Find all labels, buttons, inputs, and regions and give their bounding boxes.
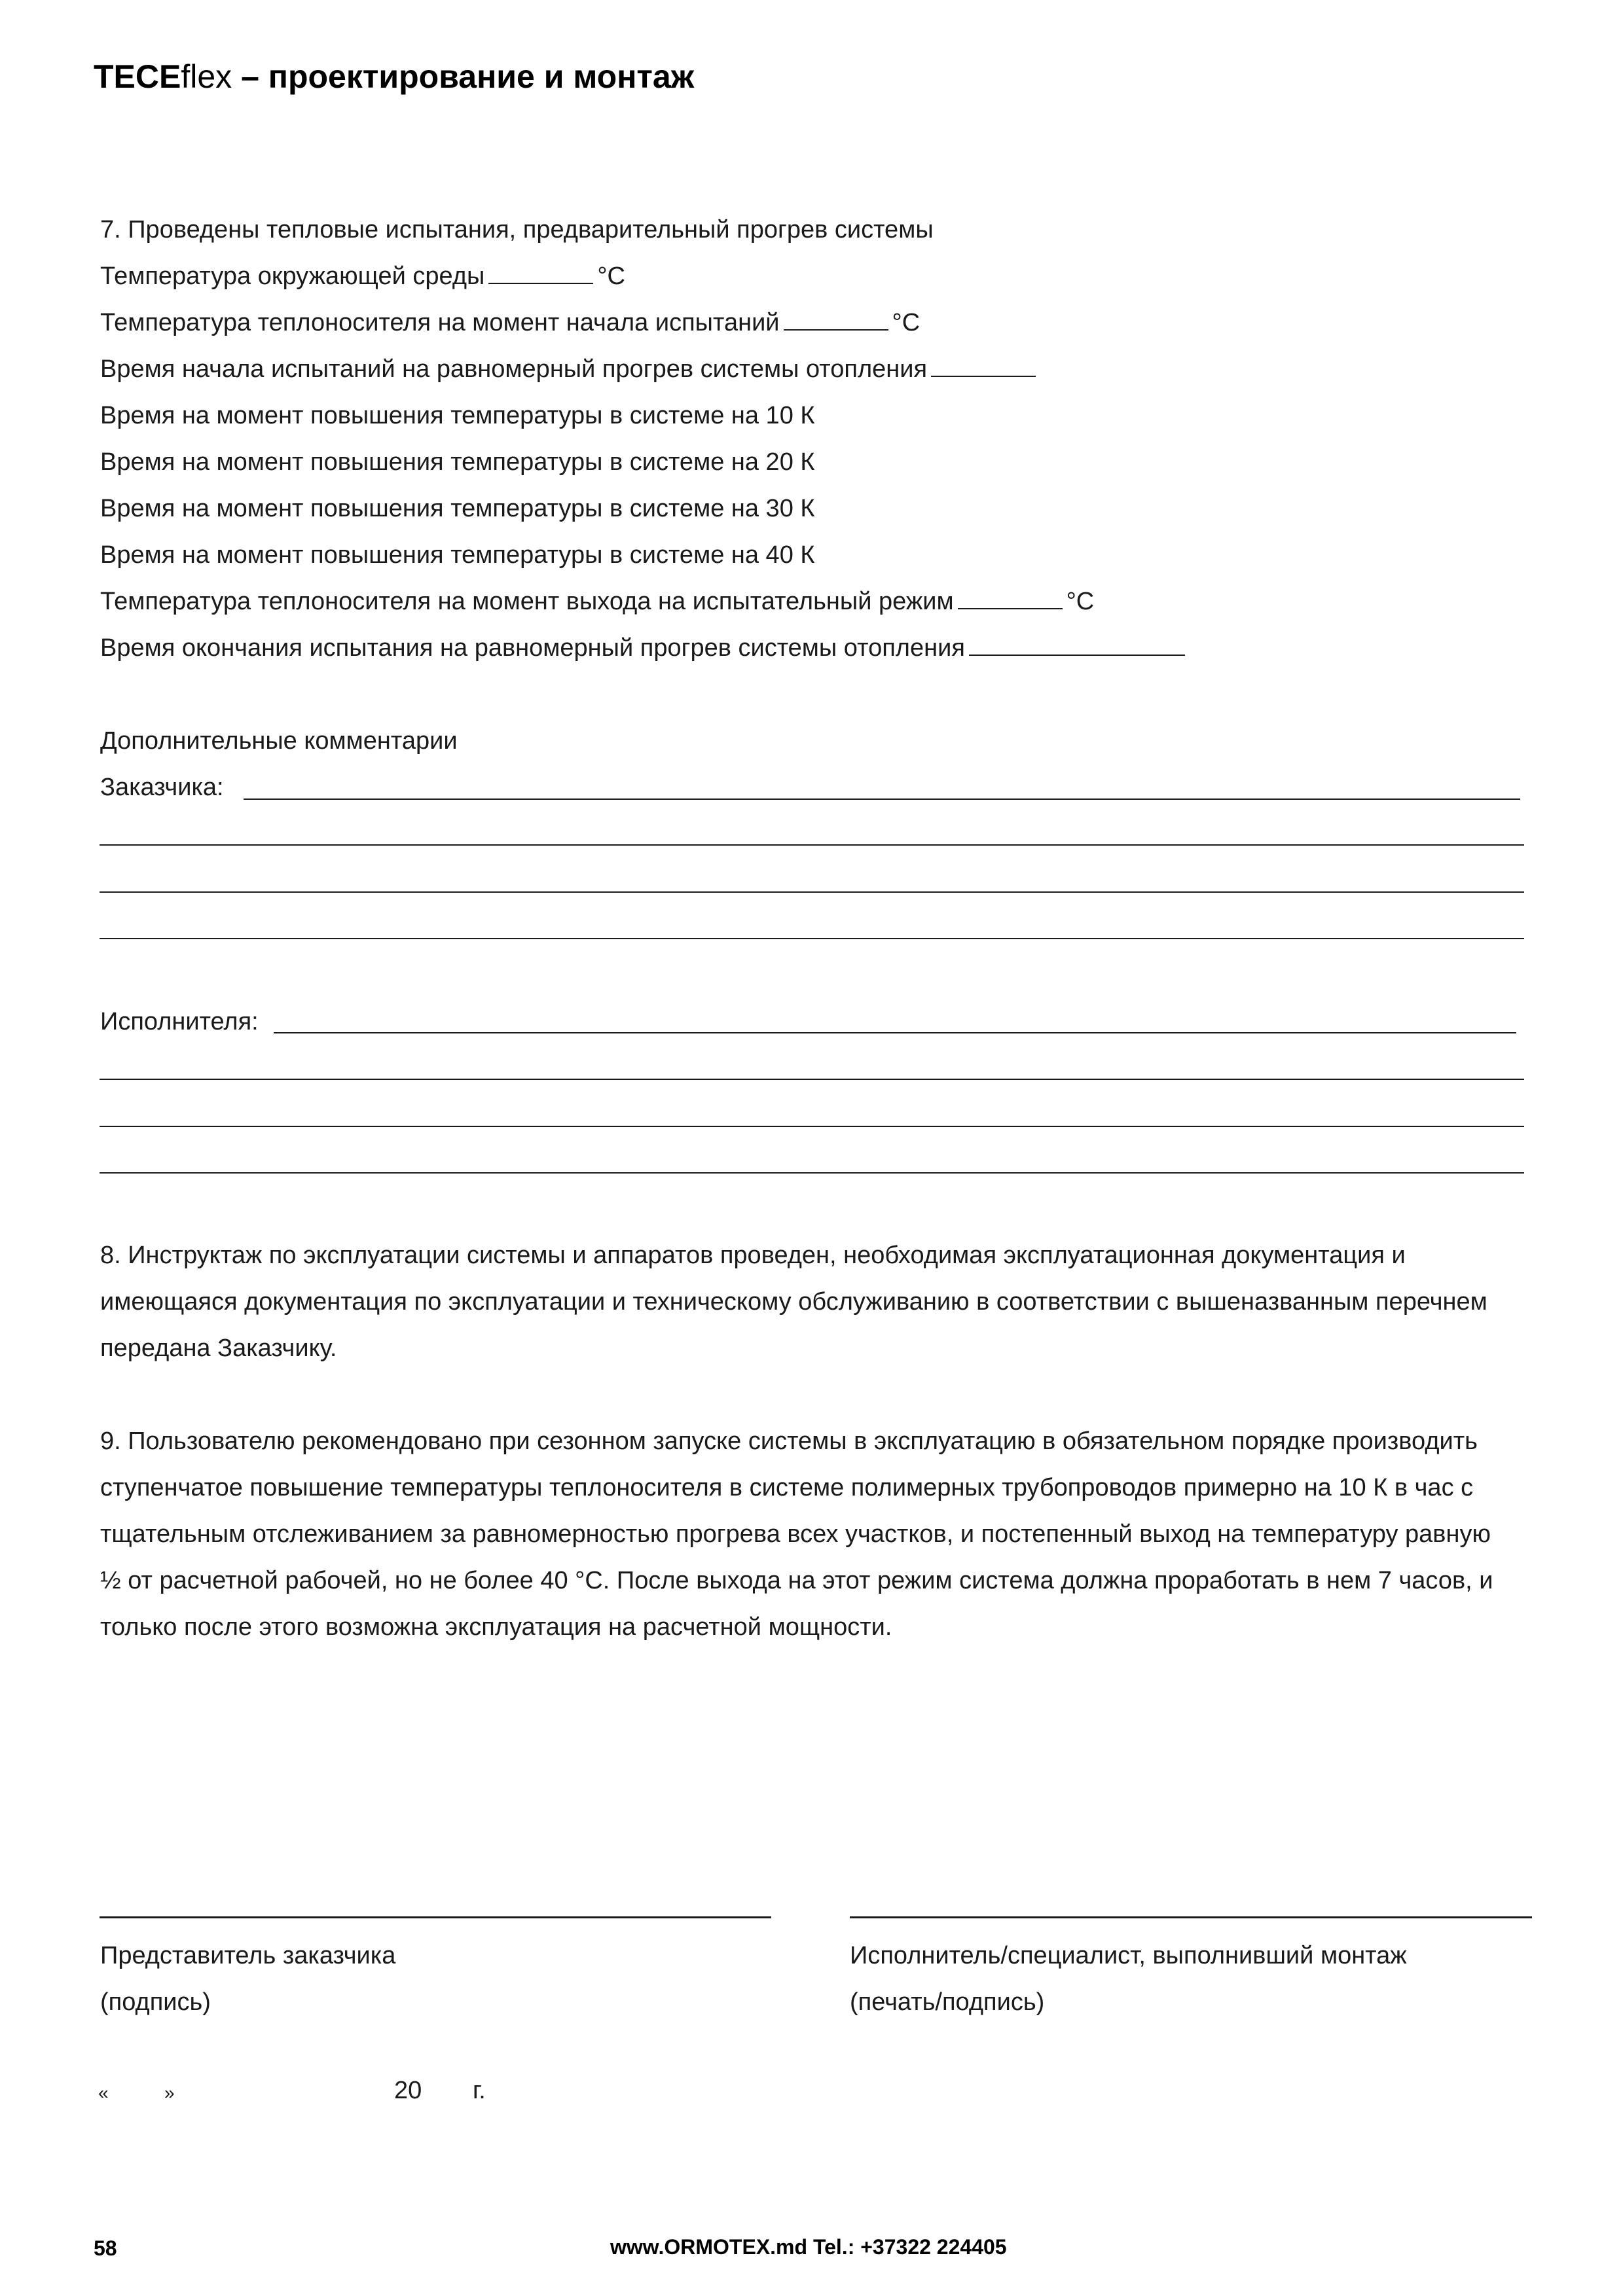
coolant-start-label: Температура теплоносителя на момент начала испытаний	[100, 309, 780, 336]
coolant-mode-field[interactable]	[958, 590, 1063, 609]
brand-name-light: flex	[181, 58, 232, 95]
end-time-label: Время окончания испытания на равномерный прогрев системы отопления	[100, 634, 965, 662]
contractor-comment-line[interactable]	[100, 1172, 1524, 1174]
rise-40-row: Время на момент повышения температуры в системе на 40 К	[100, 541, 815, 569]
contractor-comment-line[interactable]	[100, 1126, 1524, 1127]
customer-rep-label: Представитель заказчика	[100, 1942, 396, 1969]
section9-line: тщательным отслеживанием за равномерностью прогрева всех участков, и постепенный выход на температуру равную	[100, 1520, 1491, 1548]
coolant-mode-label: Температура теплоносителя на момент выхода на испытательный режим	[100, 588, 954, 615]
date-year-suffix: г.	[473, 2077, 486, 2104]
coolant-mode-row	[100, 589, 1094, 614]
page-title: – проектирование и монтаж	[232, 58, 695, 95]
contractor-comment-line[interactable]	[100, 1079, 1524, 1080]
section8-line: 8. Инструктаж по эксплуатации системы и аппаратов проведен, необходимая эксплуатационная документация и	[100, 1242, 1406, 1269]
start-time-label: Время начала испытаний на равномерный прогрев системы отопления	[100, 355, 928, 383]
date-year-prefix: 20	[394, 2077, 422, 2104]
contractor-sign-label: (печать/подпись)	[850, 1988, 1045, 2016]
ambient-temp-label: Температура окружающей среды	[100, 262, 485, 290]
rise-30-row: Время на момент повышения температуры в системе на 30 К	[100, 495, 815, 522]
customer-comment-field[interactable]	[244, 798, 1520, 800]
contractor-rep-label: Исполнитель/специалист, выполнивший монтаж	[850, 1942, 1407, 1969]
section9-line: ступенчатое повышение температуры теплоносителя в системе полимерных трубопроводов примерно на 10 К в час с	[100, 1474, 1474, 1501]
end-time-field[interactable]	[969, 636, 1185, 656]
section9-line: ½ от расчетной рабочей, но не более 40 °C. После выхода на этот режим система должна проработать в нем 7 часов, и	[100, 1567, 1493, 1594]
date-quote-close: »	[164, 2083, 175, 2103]
customer-comment-line[interactable]	[100, 938, 1524, 939]
customer-comment-label: Заказчика:	[100, 774, 224, 801]
customer-comment-line[interactable]	[100, 844, 1524, 846]
page-header	[94, 58, 694, 96]
start-time-field[interactable]	[931, 357, 1036, 377]
contractor-comment-label: Исполнителя:	[100, 1008, 259, 1035]
section9-line: 9. Пользователю рекомендовано при сезонном запуске системы в эксплуатацию в обязательном порядке производить	[100, 1427, 1478, 1455]
start-time-row	[100, 357, 1040, 382]
coolant-start-field[interactable]	[784, 311, 888, 331]
contractor-comment-field[interactable]	[274, 1032, 1516, 1033]
section9-line: только после этого возможна эксплуатация на расчетной мощности.	[100, 1613, 892, 1641]
customer-sign-label: (подпись)	[100, 1988, 211, 2016]
page-number: 58	[94, 2236, 117, 2260]
rise-10-row: Время на момент повышения температуры в системе на 10 К	[100, 402, 815, 429]
ambient-temp-row	[100, 264, 625, 289]
coolant-mode-unit: °C	[1066, 588, 1095, 615]
footer-contact: www.ORMOTEX.md Tel.: +37322 224405	[610, 2235, 1007, 2259]
ambient-temp-unit: °C	[597, 262, 625, 290]
end-time-row	[100, 636, 1189, 660]
ambient-temp-field[interactable]	[488, 264, 593, 284]
comments-heading: Дополнительные комментарии	[100, 727, 458, 755]
section7-heading: 7. Проведены тепловые испытания, предварительный прогрев системы	[100, 216, 934, 243]
rise-20-row: Время на момент повышения температуры в системе на 20 К	[100, 448, 815, 476]
coolant-start-row	[100, 310, 920, 335]
customer-comment-line[interactable]	[100, 891, 1524, 893]
brand-name-strong: TECE	[94, 58, 181, 95]
coolant-start-unit: °C	[892, 309, 921, 336]
contractor-signature-line[interactable]	[850, 1916, 1532, 1918]
section8-line: имеющаяся документация по эксплуатации и техническому обслуживанию в соответствии с вышеназванным перечнем	[100, 1288, 1487, 1316]
section8-line: передана Заказчику.	[100, 1335, 337, 1362]
date-quote-open: «	[98, 2083, 109, 2103]
customer-signature-line[interactable]	[100, 1916, 771, 1918]
